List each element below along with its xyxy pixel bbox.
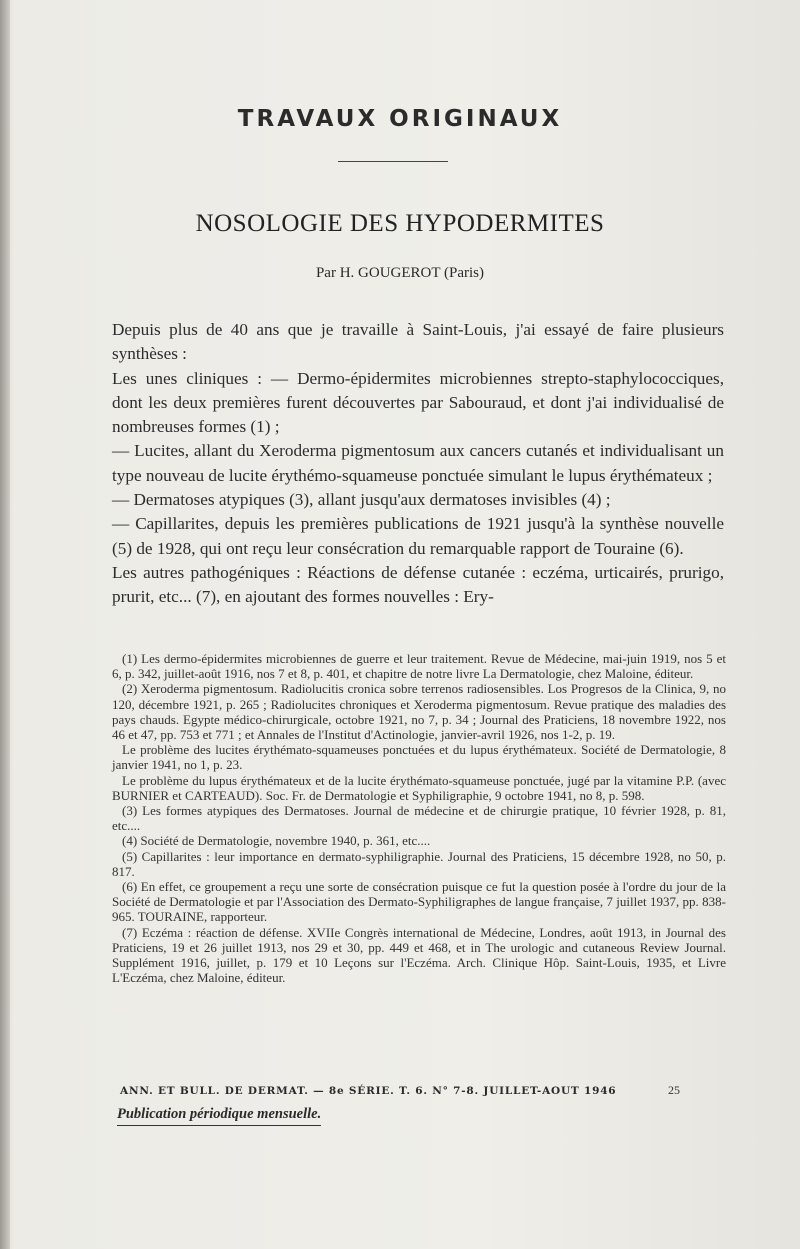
article-body <box>112 318 724 610</box>
body-paragraph: — Dermatoses atypiques (3), allant jusqu'aux dermatoses invisibles (4) ; <box>112 490 611 510</box>
footnotes <box>112 651 726 985</box>
footnote: (3) Les formes atypiques des Dermatoses. Journal de médecine et de chirurgie pratique, 10 février 1928, p. 81, etc.... <box>112 803 726 834</box>
page-edge-shadow <box>0 0 10 1249</box>
publication-note: Publication périodique mensuelle. <box>117 1106 321 1126</box>
body-paragraph: Les autres pathogéniques : Réactions de défense cutanée : eczéma, urticairés, prurigo, prurit, etc... (7), en ajoutant des formes nouvelles : Ery- <box>112 562 724 607</box>
article-title: NOSOLOGIE DES HYPODERMITES <box>195 210 605 237</box>
author-byline: Par H. GOUGEROT (Paris) <box>315 265 485 281</box>
body-paragraph: — Capillarites, depuis les premières publications de 1921 jusqu'à la synthèse nouvelle (5) de 1928, qui ont reçu leur consécration du remarquable rapport de Touraine (6). <box>112 514 724 558</box>
footnote: (6) En effet, ce groupement a reçu une sorte de consécration puisque ce fut la question posée à l'ordre du jour de la Société de Dermatologie et par l'Association des Dermato-Syphiligraphes de langue française, 7 juillet 1937, pp. 838-965. TOURAINE, rapporteur. <box>112 879 726 925</box>
section-title: TRAVAUX ORIGINAUX <box>237 106 563 132</box>
page-number: 25 <box>668 1083 680 1097</box>
footnote: (1) Les dermo-épidermites microbiennes de guerre et leur traitement. Revue de Médecine, mai-juin 1919, nos 5 et 6, p. 342, juillet-août 1916, nos 7 et 8, p. 401, et chapitre de notre livre La Dermatologie, chez Maloine, éditeur. <box>112 651 726 682</box>
title-divider <box>338 161 448 162</box>
body-paragraph: — Lucites, allant du Xeroderma pigmentosum aux cancers cutanés et individualisant un type nouveau de lucite érythémo-squameuse ponctuée simulant le lupus érythémateux ; <box>112 441 724 485</box>
footnote: (2) Xeroderma pigmentosum. Radiolucitis cronica sobre terrenos radiosensibles. Los Progresos de la Clinica, 9, no 120, décembre 1921, p. 265 ; Radiolucites chroniques et Xeroderma pigmentosum. Revue pratique des maladies des pays chauds. Egypte médico-chirurgicale, octobre 1921, no 7, p. 34 ; Journal des Praticiens, 18 novembre 1922, nos 46 et 47, pp. 753 et 771 ; et Annales de l'Institut d'Actinologie, janvier-avril 1926, nos 1-2, p. 19. <box>112 681 726 743</box>
footnote: Le problème du lupus érythémateux et de la lucite érythémato-squameuse ponctuée, jugé par la vitamine P.P. (avec BURNIER et CARTEAUD). Soc. Fr. de Dermatologie et Syphiligraphie, 9 octobre 1941, no 8, p. 598. <box>112 772 726 803</box>
footnote: (5) Capillarites : leur importance en dermato-syphiligraphie. Journal des Praticiens, 15 décembre 1928, no 50, p. 817. <box>112 848 726 879</box>
footnote: (4) Société de Dermatologie, novembre 1940, p. 361, etc.... <box>122 833 431 849</box>
footnote: (7) Eczéma : réaction de défense. XVIIe Congrès international de Médecine, Londres, août 1913, in Journal des Praticiens, 19 et 26 juillet 1913, nos 29 et 30, pp. 449 et 468, et in The urologic and cutaneous Review Journal. Supplément 1916, juillet, p. 179 et 10 Leçons sur l'Eczéma. Arch. Clinique Hôp. Saint-Louis, 1935, et Livre L'Eczéma, chez Maloine, éditeur. <box>112 924 726 986</box>
footnote: Le problème des lucites érythémato-squameuses ponctuées et du lupus érythémateux. Société de Dermatologie, 8 janvier 1941, no 1, p. 23. <box>112 742 726 773</box>
body-paragraph: Depuis plus de 40 ans que je travaille à Saint-Louis, j'ai essayé de faire plusieurs synthèses : <box>112 320 724 364</box>
journal-reference: ANN. ET BULL. DE DERMAT. — 8e SÉRIE. T. 6. N° 7-8. JUILLET-AOUT 1946 <box>120 1085 617 1097</box>
body-paragraph: Les unes cliniques : — Dermo-épidermites microbiennes strepto-staphylococciques, dont les deux premières furent découvertes par Sabouraud, et dont j'ai individualisé de nombreuses formes (1) ; <box>112 368 724 437</box>
